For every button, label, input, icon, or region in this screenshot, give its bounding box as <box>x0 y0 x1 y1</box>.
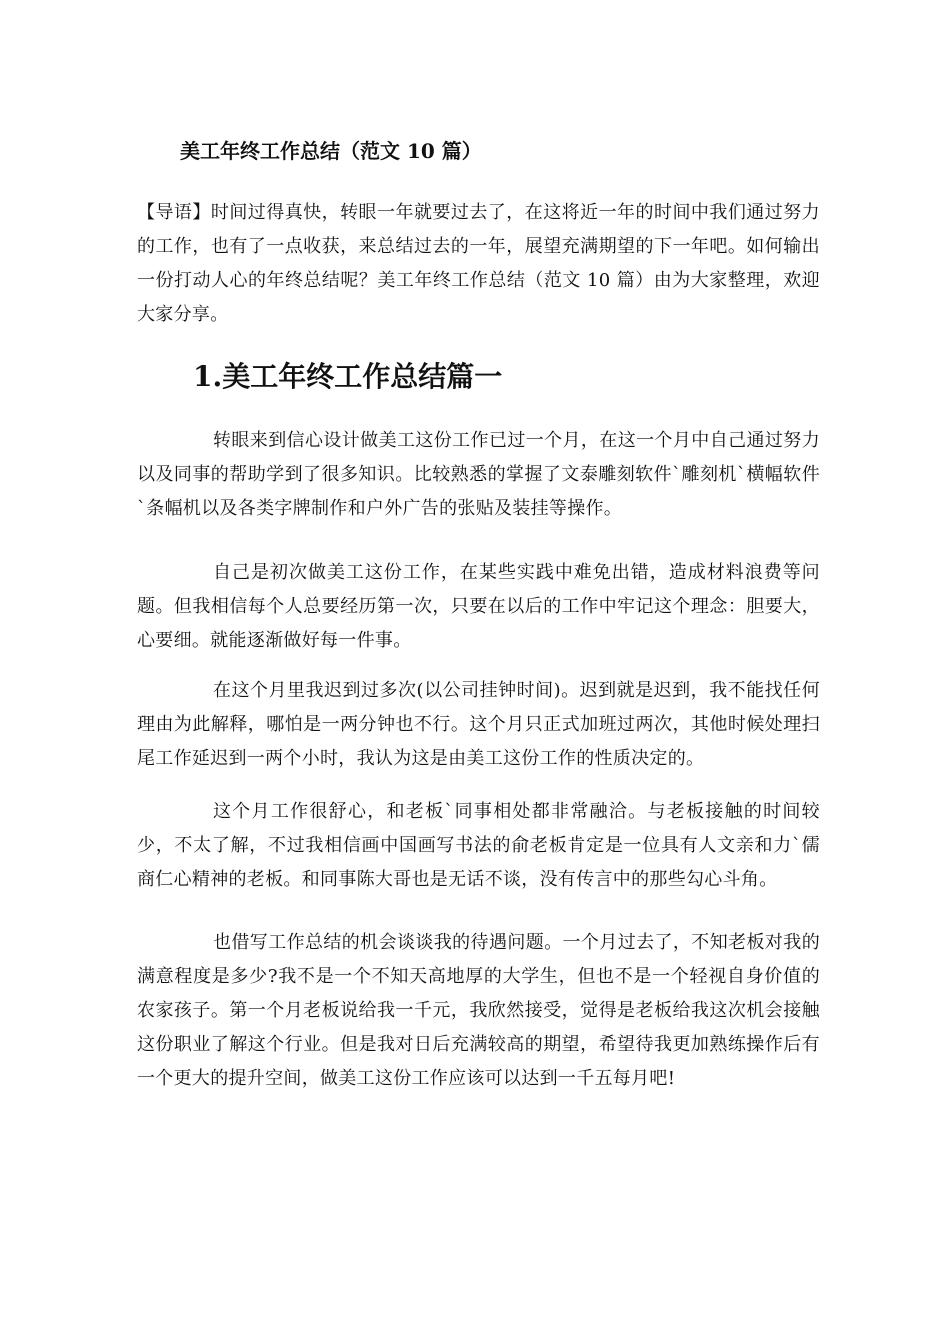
body-paragraph: 转眼来到信心设计做美工这份工作已过一个月，在这一个月中自己通过努力以及同事的帮助学到了很多知识。比较熟悉的掌握了文泰雕刻软件`雕刻机`横幅软件`条幅机以及各类字牌制作和户外广告的张贴及装挂等操作。 <box>137 430 820 519</box>
body-paragraph: 自己是初次做美工这份工作，在某些实践中难免出错，造成材料浪费等问题。但我相信每个人总要经历第一次，只要在以后的工作中牢记这个理念：胆要大，心要细。就能逐渐做好每一件事。 <box>137 562 820 651</box>
body-paragraph: 在这个月里我迟到过多次(以公司挂钟时间)。迟到就是迟到，我不能找任何理由为此解释，哪怕是一两分钟也不行。这个月只正式加班过两次，其他时候处理扫尾工作延迟到一两个小时，我认为这是由美工这份工作的性质决定的。 <box>137 680 820 769</box>
section-heading: 1.美工年终工作总结篇一 <box>193 360 503 393</box>
document-title: 美工年终工作总结（范文 10 篇） <box>180 139 482 163</box>
intro-paragraph: 【导语】时间过得真快，转眼一年就要过去了，在这将近一年的时间中我们通过努力的工作，也有了一点收获，来总结过去的一年，展望充满期望的下一年吧。如何输出一份打动人心的年终总结呢？美工年终工作总结（范文 10 篇）由为大家整理，欢迎大家分享。 <box>137 202 820 325</box>
body-paragraph: 也借写工作总结的机会谈谈我的待遇问题。一个月过去了，不知老板对我的满意程度是多少?我不是一个不知天高地厚的大学生，但也不是一个轻视自身价值的农家孩子。第一个月老板说给我一千元，我欣然接受，觉得是老板给我这次机会接触这份职业了解这个行业。但是我对日后充满较高的期望，希望待我更加熟练操作后有一个更大的提升空间，做美工这份工作应该可以达到一千五每月吧! <box>137 932 820 1089</box>
body-paragraph: 这个月工作很舒心，和老板`同事相处都非常融洽。与老板接触的时间较少，不太了解，不过我相信画中国画写书法的俞老板肯定是一位具有人文亲和力`儒商仁心精神的老板。和同事陈大哥也是无话不谈，没有传言中的那些勾心斗角。 <box>137 801 820 890</box>
